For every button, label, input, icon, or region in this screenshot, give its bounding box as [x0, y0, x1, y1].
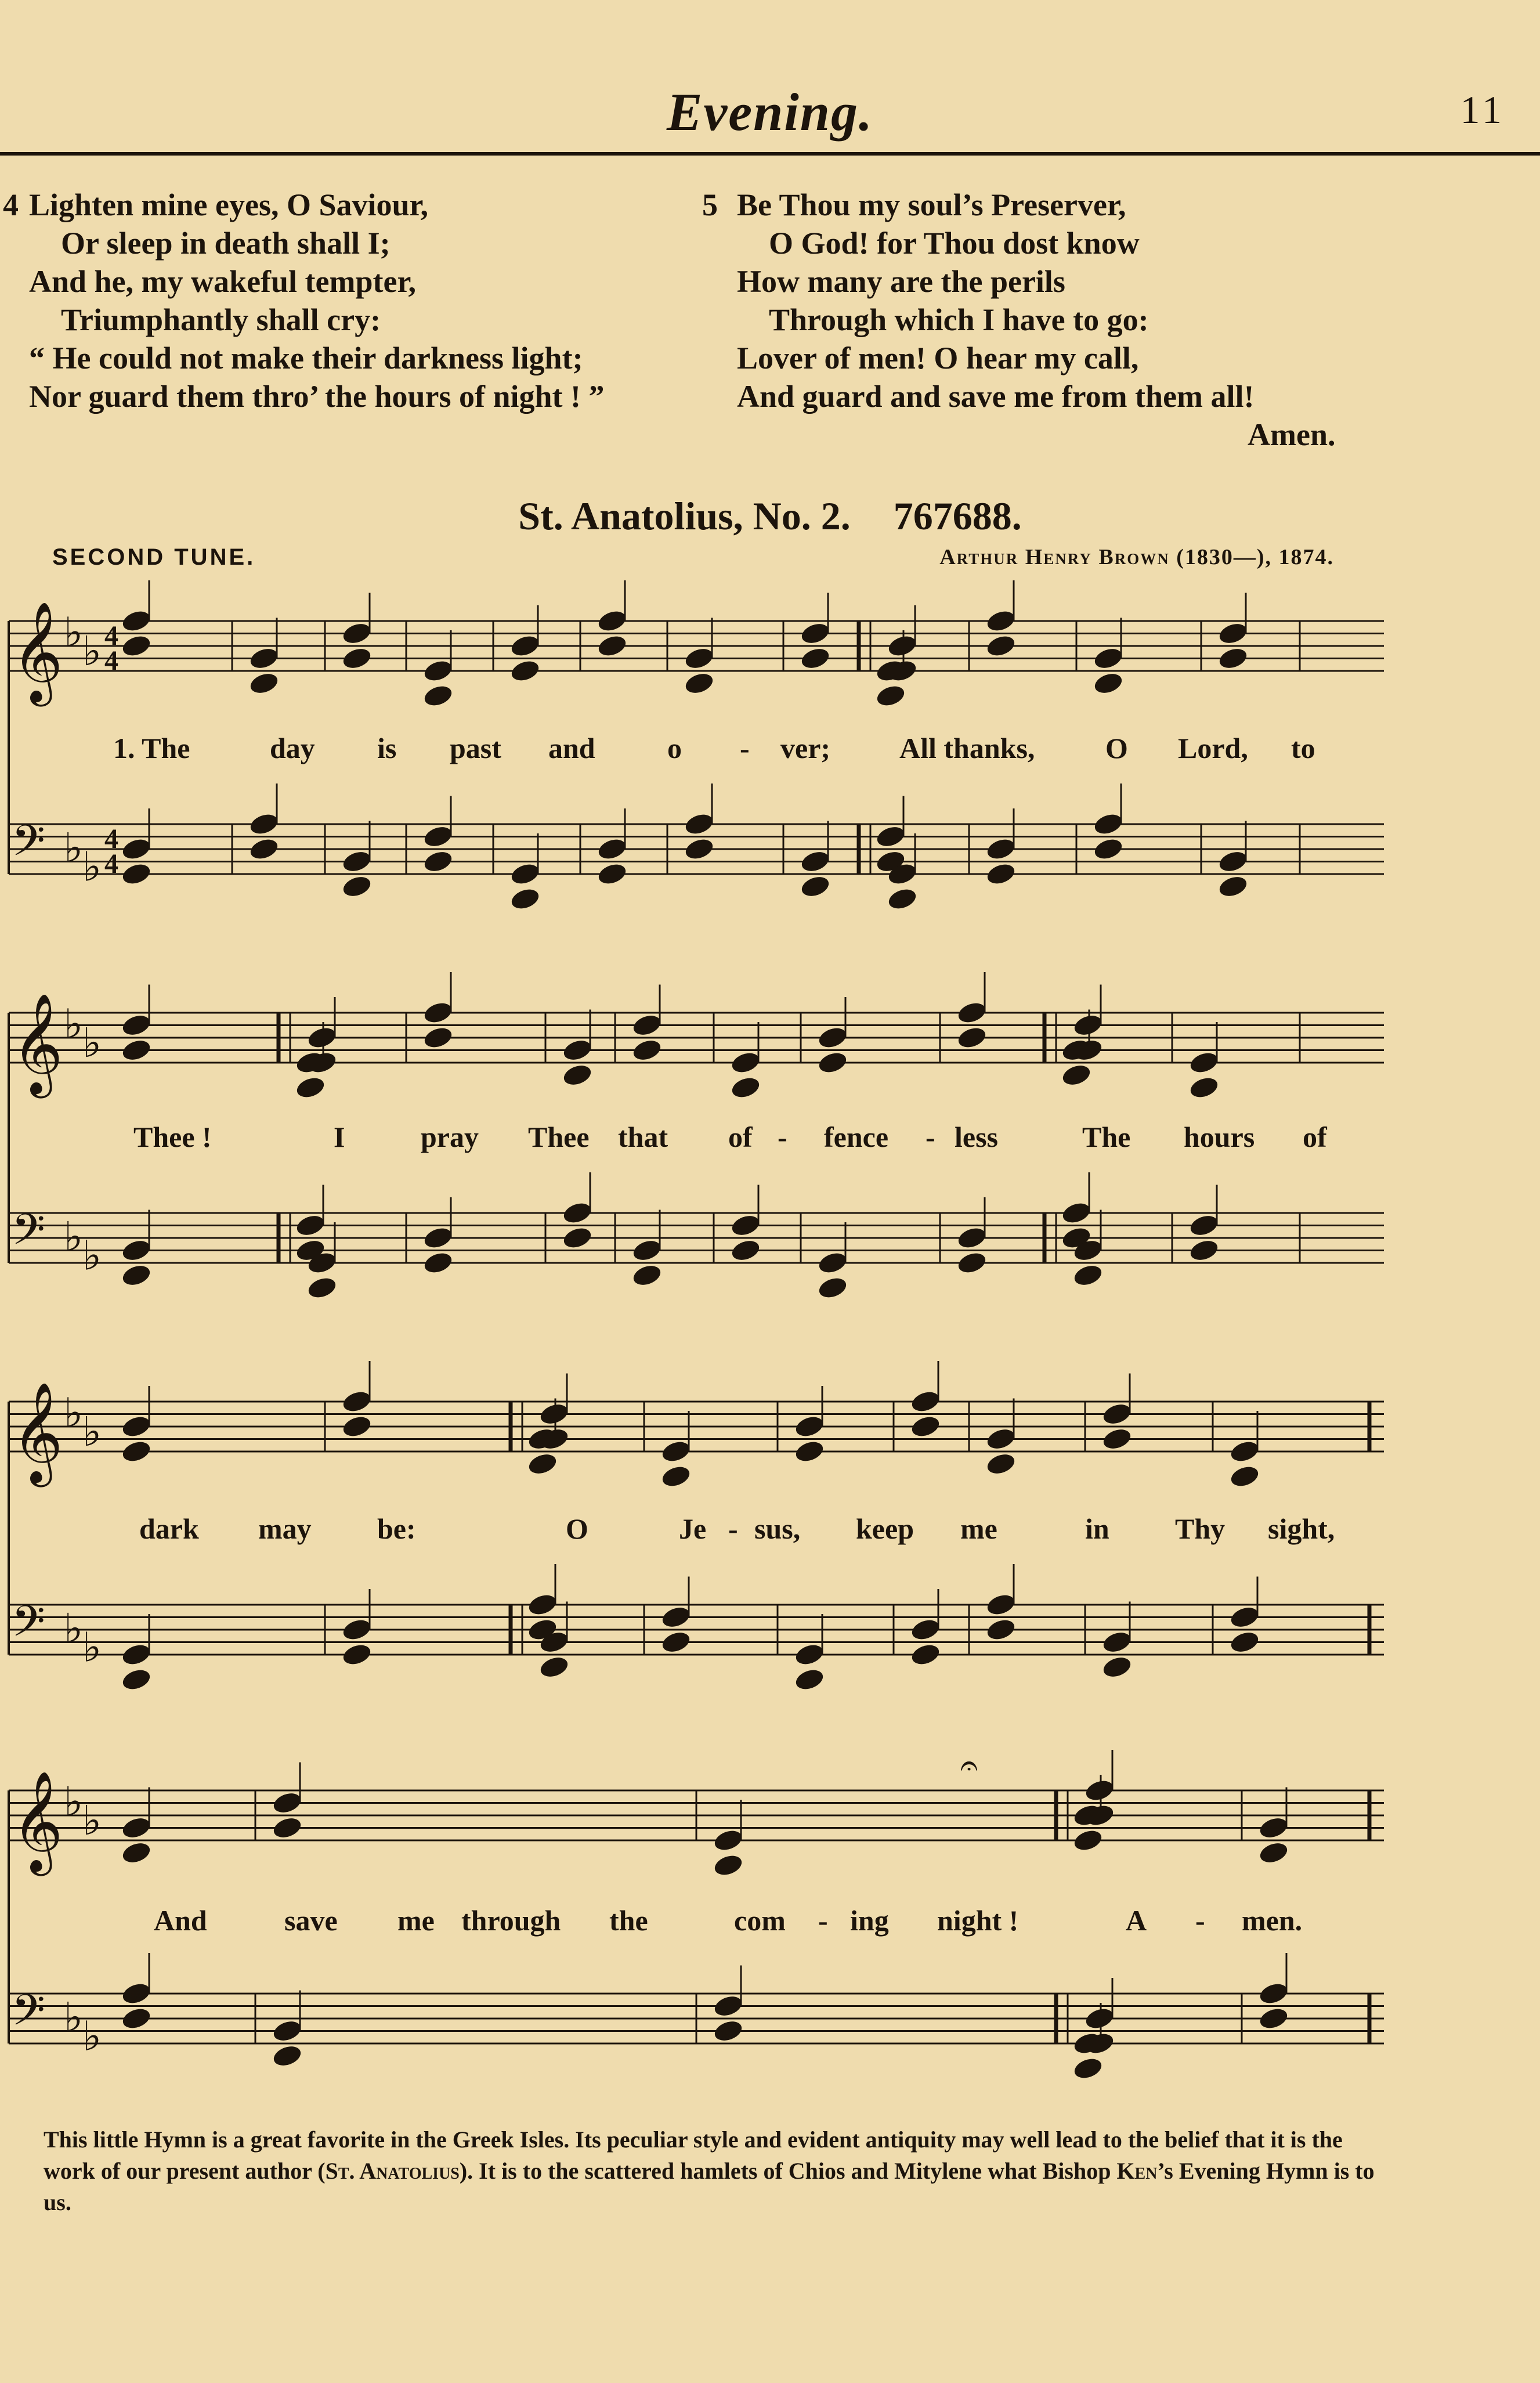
note-head: [341, 645, 373, 671]
verse-line: Triumphantly shall cry:: [61, 302, 381, 337]
lyric-syllable: sight,: [1268, 1512, 1335, 1545]
note-head: [799, 873, 831, 900]
note-head: [1072, 2056, 1104, 2082]
note-head: [120, 633, 152, 659]
lyric-syllable: me: [960, 1512, 997, 1545]
note-head: [909, 1642, 941, 1668]
note-head: [561, 1225, 593, 1251]
treble-clef-icon: 𝄞: [12, 601, 63, 702]
lyric-syllable: me: [397, 1904, 435, 1937]
lyric-syllable: A: [1126, 1904, 1147, 1937]
verse-number: 5: [702, 187, 718, 222]
note-head: [341, 1617, 373, 1643]
second-tune-label: SECOND TUNE.: [52, 544, 256, 570]
lyric-syllable: ver;: [780, 732, 831, 764]
page-number: 11: [1460, 88, 1505, 132]
note-head: [271, 1815, 303, 1841]
note-head: [793, 1642, 825, 1668]
lyric-syllable: fence: [824, 1121, 889, 1153]
flat-sign-icon: ♭: [64, 1994, 84, 2041]
verse-line: Nor guard them thro’ the hours of night ! ”: [29, 379, 605, 414]
lyric-syllable: men.: [1242, 1904, 1303, 1937]
flat-sign-icon: ♭: [82, 1019, 102, 1067]
lyric-syllable: of: [728, 1121, 753, 1153]
note-head: [538, 1654, 570, 1680]
lyric-syllable: past: [450, 732, 501, 764]
lyric-syllable: may: [258, 1512, 312, 1545]
note-head: [660, 1604, 692, 1630]
note-head: [799, 645, 831, 671]
verse-line: Be Thou my soul’s Preserver,: [737, 187, 1126, 222]
note-head: [120, 1981, 152, 2007]
note-head: [1257, 2006, 1289, 2032]
verse-line: Through which I have to go:: [769, 302, 1149, 337]
note-head: [509, 633, 541, 659]
note-head: [1092, 670, 1124, 696]
note-head: [120, 861, 152, 887]
note-head: [248, 836, 280, 862]
note-head: [1228, 1629, 1260, 1655]
note-head: [1083, 2006, 1115, 2032]
note-head: [956, 1000, 988, 1026]
time-signature: 4: [104, 849, 118, 879]
lyric-syllable: less: [955, 1121, 998, 1153]
lyric-syllable: ing: [850, 1904, 889, 1937]
note-head: [1188, 1050, 1220, 1076]
note-head: [816, 1275, 848, 1301]
time-signature: 4: [104, 645, 118, 676]
note-head: [120, 1667, 152, 1693]
note-head: [1072, 1012, 1104, 1038]
note-head: [596, 608, 628, 634]
note-head: [294, 1075, 326, 1101]
tune-meter: 767688.: [893, 494, 1022, 538]
lyric-syllable: The: [1082, 1121, 1131, 1153]
time-signature: 4: [104, 824, 118, 854]
note-head: [660, 1439, 692, 1465]
note-head: [1092, 811, 1124, 837]
lyric-syllable: be:: [377, 1512, 416, 1545]
note-head: [1060, 1062, 1092, 1088]
lyric-syllable: O: [566, 1512, 588, 1545]
note-head: [1092, 836, 1124, 862]
note-head: [712, 2018, 744, 2044]
lyric-syllable: of: [1303, 1121, 1327, 1153]
note-head: [793, 1439, 825, 1465]
note-head: [1228, 1604, 1260, 1630]
flat-sign-icon: ♭: [82, 1796, 102, 1844]
note-head: [631, 1262, 663, 1288]
lyric-syllable: is: [377, 732, 397, 764]
note-head: [120, 1414, 152, 1440]
lyric-syllable: 1. The: [113, 732, 190, 764]
lyric-syllable: -: [778, 1121, 787, 1153]
lyric-syllable: sus,: [754, 1512, 801, 1545]
note-head: [120, 608, 152, 634]
note-head: [985, 836, 1017, 862]
note-head: [341, 873, 373, 900]
note-head: [985, 633, 1017, 659]
footnote-text: ’s Evening Hymn is to us.: [44, 2158, 1375, 2215]
note-head: [886, 633, 918, 659]
note-head: [341, 1642, 373, 1668]
note-head: [1101, 1629, 1133, 1655]
note-head: [909, 1617, 941, 1643]
note-head: [1228, 1439, 1260, 1465]
flat-sign-icon: ♭: [64, 824, 84, 872]
note-head: [1257, 1815, 1289, 1841]
footnote-text: ). It is to the scattered hamlets of Chios and Mitylene what Bishop: [459, 2158, 1117, 2184]
lyric-syllable: -: [728, 1512, 738, 1545]
note-head: [985, 861, 1017, 887]
lyric-syllable: All thanks,: [899, 732, 1035, 764]
flat-sign-icon: ♭: [64, 1389, 84, 1437]
note-head: [1257, 1981, 1289, 2007]
lyric-syllable: -: [818, 1904, 828, 1937]
lyric-syllable: night !: [937, 1904, 1019, 1937]
note-head: [271, 1790, 303, 1816]
note-head: [729, 1212, 761, 1239]
note-head: [1228, 1464, 1260, 1490]
bass-clef-icon: 𝄢: [12, 815, 45, 877]
note-head: [120, 1439, 152, 1465]
note-head: [631, 1237, 663, 1263]
lyric-syllable: Lord,: [1178, 732, 1248, 764]
flat-sign-icon: ♭: [82, 843, 102, 891]
note-head: [1217, 645, 1249, 671]
lyric-syllable: Thee !: [133, 1121, 212, 1153]
note-head: [956, 1250, 988, 1276]
treble-clef-icon: 𝄞: [12, 993, 63, 1094]
note-head: [631, 1037, 663, 1063]
flat-sign-icon: ♭: [82, 1407, 102, 1456]
note-head: [422, 1000, 454, 1026]
note-head: [816, 1050, 848, 1076]
lyric-syllable: through: [461, 1904, 561, 1937]
note-head: [799, 620, 831, 647]
time-signature: 4: [104, 620, 118, 651]
note-head: [793, 1414, 825, 1440]
note-head: [985, 608, 1017, 634]
note-head: [596, 836, 628, 862]
lyric-syllable: Thy: [1175, 1512, 1226, 1545]
lyric-syllable: save: [284, 1904, 338, 1937]
footnote-ken: Ken: [1116, 2158, 1158, 2184]
lyric-syllable: Je: [679, 1512, 707, 1545]
note-head: [120, 1012, 152, 1038]
note-head: [631, 1012, 663, 1038]
note-head: [683, 645, 715, 671]
note-head: [1188, 1075, 1220, 1101]
note-head: [1257, 1840, 1289, 1866]
flat-sign-icon: ♭: [82, 1232, 102, 1280]
lyric-syllable: and: [548, 732, 595, 764]
note-head: [422, 849, 454, 875]
verse-line: “ He could not make their darkness light;: [29, 341, 583, 375]
note-head: [1092, 645, 1124, 671]
note-head: [729, 1075, 761, 1101]
note-head: [248, 811, 280, 837]
footnote-text: This little Hymn is a great favorite in the Greek Isles. Its peculiar style and evident antiquity may well lead to the belief that it is the work of our present author (: [44, 2126, 1343, 2184]
lyric-syllable: -: [740, 732, 750, 764]
note-head: [120, 1262, 152, 1288]
note-head: [956, 1225, 988, 1251]
note-head: [422, 658, 454, 684]
lyric-syllable: hours: [1184, 1121, 1255, 1153]
lyric-syllable: in: [1085, 1512, 1109, 1545]
note-head: [874, 683, 906, 709]
composer-credit: Arthur Henry Brown (1830—), 1874.: [939, 545, 1334, 569]
flat-sign-icon: ♭: [64, 1778, 84, 1826]
note-head: [793, 1667, 825, 1693]
note-head: [120, 1815, 152, 1841]
verse-line: Or sleep in death shall I;: [61, 226, 391, 261]
lyric-syllable: o: [667, 732, 682, 764]
note-head: [799, 849, 831, 875]
note-head: [874, 824, 906, 850]
note-head: [248, 670, 280, 696]
note-head: [1217, 620, 1249, 647]
verse-line: O God! for Thou dost know: [769, 226, 1140, 261]
note-head: [248, 645, 280, 671]
note-head: [422, 1250, 454, 1276]
note-head: [729, 1050, 761, 1076]
note-head: [422, 1225, 454, 1251]
note-head: [1072, 1828, 1104, 1854]
note-head: [120, 1037, 152, 1063]
treble-clef-icon: 𝄞: [12, 1382, 63, 1483]
note-head: [526, 1592, 558, 1618]
note-head: [509, 861, 541, 887]
note-head: [271, 2018, 303, 2044]
tune-name: St. Anatolius, No. 2.: [518, 494, 851, 538]
verse-number: 4: [3, 187, 19, 222]
flat-sign-icon: ♭: [64, 1213, 84, 1261]
note-head: [596, 633, 628, 659]
lyric-syllable: And: [154, 1904, 207, 1937]
note-head: [1101, 1654, 1133, 1680]
flat-sign-icon: ♭: [82, 2012, 102, 2060]
note-head: [1083, 1778, 1115, 1804]
lyric-syllable: O: [1105, 732, 1128, 764]
note-head: [341, 620, 373, 647]
note-head: [509, 658, 541, 684]
verse-line: Lover of men! O hear my call,: [737, 341, 1139, 375]
lyric-syllable: com: [734, 1904, 786, 1937]
note-head: [985, 1426, 1017, 1452]
lyric-syllable: pray: [421, 1121, 479, 1153]
flat-sign-icon: ♭: [82, 1623, 102, 1671]
note-head: [509, 886, 541, 912]
footnote: [44, 2124, 1378, 2218]
note-head: [683, 670, 715, 696]
bass-clef-icon: 𝄢: [12, 1985, 45, 2046]
lyric-syllable: dark: [139, 1512, 199, 1545]
note-head: [561, 1200, 593, 1226]
note-head: [985, 1592, 1017, 1618]
note-head: [1072, 1262, 1104, 1288]
note-head: [120, 2006, 152, 2032]
lyric-syllable: -: [926, 1121, 935, 1153]
note-head: [422, 1025, 454, 1051]
note-head: [526, 1451, 558, 1477]
lyric-syllable: day: [270, 732, 315, 764]
note-head: [271, 2043, 303, 2069]
flat-sign-icon: ♭: [82, 627, 102, 675]
note-head: [1060, 1200, 1092, 1226]
treble-clef-icon: 𝄞: [12, 1771, 63, 1872]
amen: Amen.: [1248, 417, 1336, 452]
note-head: [120, 1840, 152, 1866]
note-head: [909, 1414, 941, 1440]
verse-line: How many are the perils: [737, 264, 1065, 299]
flat-sign-icon: ♭: [64, 608, 84, 656]
note-head: [294, 1212, 326, 1239]
note-head: [683, 836, 715, 862]
note-head: [712, 1993, 744, 2019]
verse-line: Lighten mine eyes, O Saviour,: [29, 187, 429, 222]
note-head: [816, 1025, 848, 1051]
note-head: [1101, 1426, 1133, 1452]
flat-sign-icon: ♭: [64, 1000, 84, 1048]
note-head: [1188, 1237, 1220, 1263]
verse-line: And guard and save me from them all!: [737, 379, 1255, 414]
note-head: [683, 811, 715, 837]
note-head: [561, 1037, 593, 1063]
note-head: [1101, 1401, 1133, 1427]
note-head: [816, 1250, 848, 1276]
note-head: [306, 1275, 338, 1301]
note-head: [596, 861, 628, 887]
note-head: [120, 836, 152, 862]
note-head: [120, 1642, 152, 1668]
note-head: [712, 1828, 744, 1854]
note-head: [660, 1464, 692, 1490]
note-head: [1217, 873, 1249, 900]
lyric-syllable: to: [1291, 732, 1315, 764]
note-head: [341, 1389, 373, 1415]
lyric-syllable: -: [1195, 1904, 1205, 1937]
note-head: [1188, 1212, 1220, 1239]
footnote-author: St. Anatolius: [325, 2158, 460, 2184]
lyric-syllable: I: [334, 1121, 345, 1153]
verse-line: And he, my wakeful tempter,: [29, 264, 416, 299]
note-head: [422, 683, 454, 709]
page-title: Evening.: [667, 82, 873, 142]
note-head: [886, 886, 918, 912]
note-head: [561, 1062, 593, 1088]
note-head: [422, 824, 454, 850]
note-head: [306, 1025, 338, 1051]
note-head: [985, 1451, 1017, 1477]
bass-clef-icon: 𝄢: [12, 1204, 45, 1266]
lyric-syllable: the: [609, 1904, 648, 1937]
note-head: [956, 1025, 988, 1051]
note-head: [120, 1237, 152, 1263]
note-head: [712, 1853, 744, 1879]
note-head: [341, 1414, 373, 1440]
note-head: [1217, 849, 1249, 875]
note-head: [729, 1237, 761, 1263]
note-head: [538, 1401, 570, 1427]
note-head: [985, 1617, 1017, 1643]
flat-sign-icon: ♭: [64, 1605, 84, 1652]
note-head: [341, 849, 373, 875]
note-head: [660, 1629, 692, 1655]
lyric-syllable: Thee: [528, 1121, 590, 1153]
lyric-syllable: that: [618, 1121, 668, 1153]
lyric-syllable: keep: [856, 1512, 914, 1545]
fermata-icon: 𝄐: [960, 1747, 978, 1783]
note-head: [909, 1389, 941, 1415]
bass-clef-icon: 𝄢: [12, 1596, 45, 1658]
